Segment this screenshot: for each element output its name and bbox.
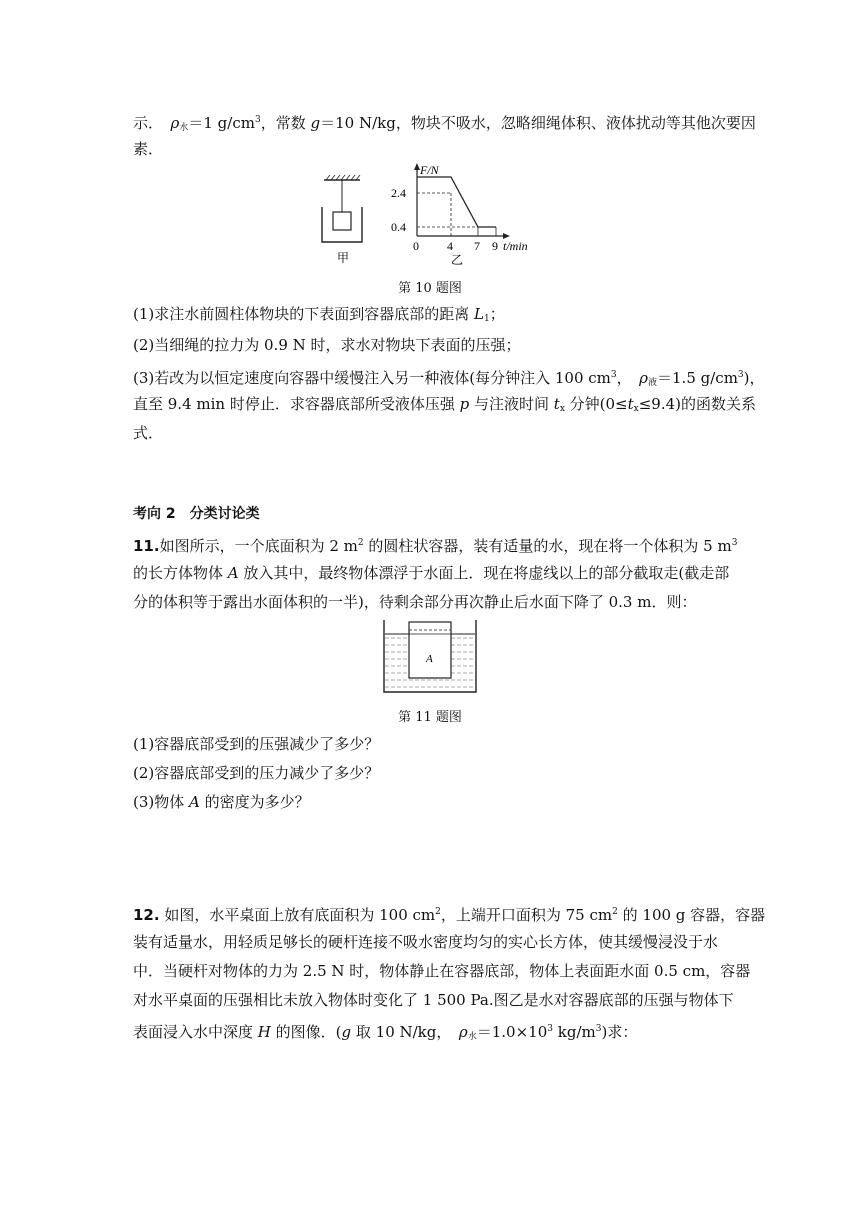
q10-figure-b <box>391 163 528 267</box>
q10-intro-line-2: 素． <box>133 140 164 158</box>
xtick-9: 9 <box>492 239 498 253</box>
q10-part-3-line-3: 式． <box>133 424 164 442</box>
q10-part-3-line-2: 直至 9.4 min 时停止．求容器底部所受液体压强 p 与注液时间 $t_x$ 分钟$(0\le t_x\le 9.4)$的函数关系 <box>133 395 757 414</box>
q12-line-2: 装有适量水，用轻质足够长的硬杆连接不吸水密度均匀的实心长方体，使其缓慢浸没于水 <box>133 933 719 951</box>
y-axis-label: F/N <box>420 163 439 177</box>
block-a-label: A <box>426 653 433 665</box>
q11-part-2: (2)容器底部受到的压力减少了多少？ <box>133 764 380 782</box>
ytick-high: 2.4 <box>391 186 406 200</box>
q11-number: 11. <box>133 537 160 555</box>
q11-line-2: 的长方体物体 A 放入其中，最终物体漂浮于水面上．现在将虚线以上的部分截取走(截走部 <box>133 564 730 582</box>
q12-line-5: 表面浸入水中深度 H 的图像．(g 取 10 N/kg， $\rho_水=1.0\times 10^3$ $kg/m^3$)求： <box>133 1023 638 1042</box>
q11-part-3: (3)物体 A 的密度为多少？ <box>133 793 310 811</box>
xtick-4: 4 <box>447 239 453 253</box>
ytick-low: 0.4 <box>391 220 406 234</box>
q12-number: 12. <box>133 906 160 924</box>
q10-part-1: (1)求注水前圆柱体物块的下表面到容器底部的距离 $L_1$； <box>133 305 505 324</box>
q12-line-3: 中．当硬杆对物体的力为 2.5 N 时，物体静止在容器底部，物体上表面距水面 0.5 cm，容器 <box>133 962 751 980</box>
xtick-0: 0 <box>413 239 419 253</box>
q10-figure-a-label: 甲 <box>337 251 350 265</box>
q11-part-1: (1)容器底部受到的压强减少了多少？ <box>133 735 380 753</box>
q10-figure-b-label: 乙 <box>451 253 464 267</box>
q11-line-3: 分的体积等于露出水面体积的一半)，待剩余部分再次静止后水面下降了 0.3 m．则： <box>133 593 697 611</box>
q11-caption: 第 11 题图 <box>398 710 462 725</box>
x-axis-label: t/min <box>503 239 528 253</box>
section-heading: 考向 2 分类讨论类 <box>133 506 260 522</box>
q12-line-1: 12. 如图，水平桌面上放有底面积为 100 $cm^2$，上端开口面积为 75 $cm^2$ 的 100 g 容器，容器 <box>133 906 766 924</box>
q10-caption: 第 10 题图 <box>398 281 462 296</box>
q10-figure <box>310 160 540 270</box>
block-a <box>409 622 451 678</box>
q10-part-2: (2)当细绳的拉力为 0.9 N 时，求水对物块下表面的压强； <box>133 336 521 354</box>
q11-figure <box>380 618 480 696</box>
force-curve <box>417 177 496 227</box>
q10-intro-line-1: 示． $\rho_水=1$ $g/cm^3$，常数 g＝10 N/kg，物块不吸水，忽略细绳体积、液体扰动等其他次要因 <box>133 114 756 133</box>
q12-line-4: 对水平桌面的压强相比未放入物体时变化了 1 500 Pa.图乙是水对容器底部的压强与物体下 <box>133 991 734 1009</box>
q10-part-3-line-1: (3)若改为以恒定速度向容器中缓慢注入另一种液体(每分钟注入 100 $cm^3$， $\rho_液=1.5$ $g/cm^3$)， <box>133 369 765 388</box>
q10-figure-a <box>322 175 362 265</box>
q11-line-1: 11.如图所示，一个底面积为 2 $m^2$ 的圆柱状容器，装有适量的水，现在将一个体积为 5 $m^3$ <box>133 537 738 555</box>
xtick-7: 7 <box>474 239 480 253</box>
